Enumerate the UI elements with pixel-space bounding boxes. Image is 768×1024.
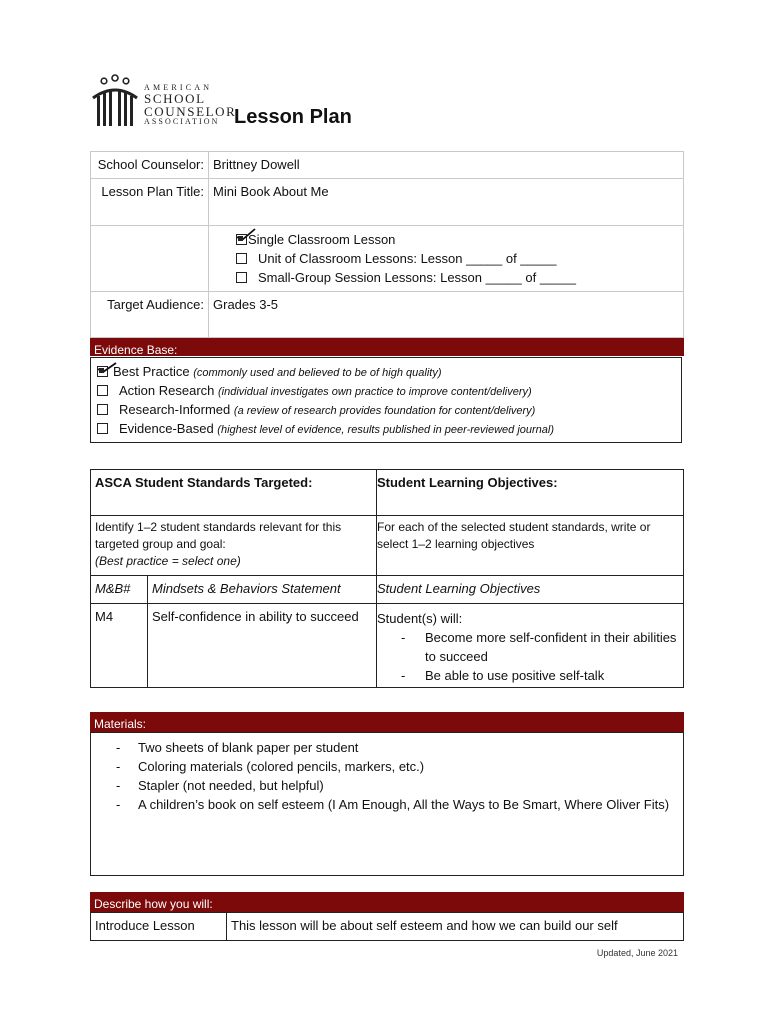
lesson-type-label-cell: [91, 226, 209, 292]
logo-line-1: AMERICAN: [144, 83, 213, 92]
page-title: Lesson Plan: [234, 106, 352, 128]
introduce-lesson-value: This lesson will be about self esteem and how we can build our self: [231, 918, 618, 933]
checkbox-icon[interactable]: [236, 272, 247, 283]
checkmark-icon: [96, 360, 118, 374]
materials-box: [90, 732, 684, 876]
checkmark-icon: [235, 228, 257, 242]
lesson-option-small-group[interactable]: Small-Group Session Lessons: Lesson _____ of _____: [236, 268, 683, 287]
checkbox-icon[interactable]: [97, 423, 108, 434]
asca-logo-text: [144, 84, 236, 126]
objectives-cell: [376, 604, 683, 688]
standards-header: ASCA Student Standards Targeted:: [91, 470, 377, 516]
materials-header: Materials:: [90, 712, 684, 732]
audience-label: Target Audience:: [91, 292, 209, 338]
lesson-info-table: [90, 151, 684, 338]
logo-line-4: ASSOCIATION: [144, 117, 220, 126]
lesson-title-label: Lesson Plan Title:: [91, 179, 209, 226]
updated-footer: Updated, June 2021: [596, 948, 678, 958]
evidence-option-best-practice[interactable]: Best Practice (commonly used and believed to be of high quality): [91, 362, 681, 381]
describe-header: Describe how you will:: [90, 892, 684, 912]
statement-label: Mindsets & Behaviors Statement: [148, 576, 377, 604]
mb-code: M4: [91, 604, 148, 688]
objectives-list: [377, 628, 679, 685]
evidence-option-action-research[interactable]: Action Research (individual investigates own practice to improve content/delivery): [91, 381, 681, 400]
objectives-label: Student Learning Objectives: [376, 576, 683, 604]
evidence-header: Evidence Base:: [90, 338, 684, 356]
evidence-box: [90, 357, 682, 443]
list-item: - A children’s book on self esteem (I Am Enough, All the Ways to Be Smart, Where Oliver Fits): [91, 795, 683, 814]
list-item: - Be able to use positive self-talk: [377, 666, 679, 685]
evidence-option-research-informed[interactable]: Research-Informed (a review of research provides foundation for content/delivery): [91, 400, 681, 419]
describe-table: [90, 912, 684, 941]
checkbox-icon[interactable]: [97, 404, 108, 415]
logo-line-3: COUNSELOR: [144, 104, 237, 119]
mb-statement: Self-confidence in ability to succeed: [148, 604, 377, 688]
audience-value: Grades 3-5: [209, 292, 684, 338]
standards-table: [90, 469, 684, 688]
introduce-lesson-label: Introduce Lesson: [91, 913, 227, 941]
lesson-type-options: [209, 226, 684, 292]
checkbox-checked-icon[interactable]: [236, 234, 247, 245]
lesson-title-value: Mini Book About Me: [209, 179, 684, 226]
logo-line-2: SCHOOL: [144, 91, 206, 106]
counselor-label: School Counselor:: [91, 152, 209, 179]
objectives-header: Student Learning Objectives:: [376, 470, 683, 516]
standards-instructions: Identify 1–2 student standards relevant for this targeted group and goal: (Best practice = select one): [91, 516, 377, 576]
students-will-label: Student(s) will:: [376, 611, 463, 626]
lesson-option-single[interactable]: Single Classroom Lesson: [236, 230, 683, 249]
list-item: - Two sheets of blank paper per student: [91, 738, 683, 757]
checkbox-icon[interactable]: [236, 253, 247, 264]
checkbox-checked-icon[interactable]: [97, 366, 108, 377]
asca-logo-icon: [90, 74, 140, 128]
list-item: - Coloring materials (colored pencils, markers, etc.): [91, 757, 683, 776]
mb-number-label: M&B#: [91, 576, 148, 604]
lesson-option-unit[interactable]: Unit of Classroom Lessons: Lesson _____ of _____: [236, 249, 683, 268]
evidence-option-evidence-based[interactable]: Evidence-Based (highest level of evidence, results published in peer-reviewed journal): [91, 419, 681, 438]
list-item: - Stapler (not needed, but helpful): [91, 776, 683, 795]
checkbox-icon[interactable]: [97, 385, 108, 396]
list-item: - Become more self-confident in their abilities to succeed: [377, 628, 679, 666]
objectives-instructions: For each of the selected student standards, write or select 1–2 learning objectives: [376, 516, 683, 576]
counselor-value: Brittney Dowell: [209, 152, 684, 179]
materials-list: [91, 738, 683, 814]
